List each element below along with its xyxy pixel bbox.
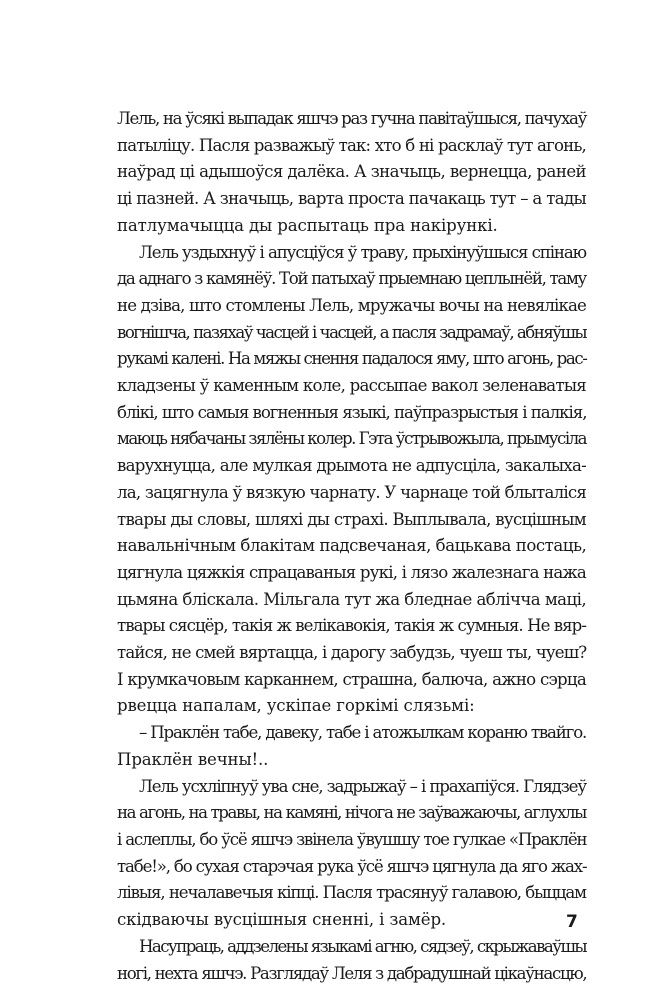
text-line: рвецца напалам, ускіпае горкімі слязьмі:	[117, 696, 475, 716]
text-line: тайся, не смей вяртацца, і дарогу забудзь, чуеш ты, чуеш?	[117, 643, 587, 663]
text-line: кладзены ў каменным коле, рассыпае вакол зеленаватыя	[117, 376, 586, 396]
body-text	[117, 106, 586, 987]
text-line: твары сясцёр, такія ж велікавокія, такія ж сумныя. Не вяр-	[117, 616, 586, 636]
text-line: ногі, нехта яшчэ. Разглядаў Леля з дабрадушнай цікаўнасцю,	[117, 963, 587, 983]
text-line: патыліцу. Пасля разважыў так: хто б ні расклаў тут агонь,	[117, 135, 586, 155]
text-line: не дзіва, што стомлены Лель, мружачы вочы на невялікае	[117, 295, 586, 315]
text-line: – Праклён табе, давеку, табе і атожылкам кораню твайго.	[139, 723, 587, 743]
text-line: Лель, на ўсякі выпадак яшчэ раз гучна павітаўшыся, пачухаў	[117, 109, 587, 128]
text-line: да аднаго з камянёў. Той патыхаў прыемнаю цеплынёй, таму	[117, 269, 587, 289]
text-line: Лель уздыхнуў і апусціўся ў траву, прыхінуўшыся спінаю	[139, 242, 586, 262]
text-line: табе!», бо сухая старэчая рука ўсё яшчэ цягнула да яго жах-	[117, 856, 587, 876]
page-number: 7	[566, 912, 578, 932]
text-line: на агонь, на травы, на камяні, нічога не заўважаючы, аглухлы	[117, 803, 586, 823]
text-line: скідваючы вусцішныя сненні, і замёр.	[117, 910, 447, 930]
text-line: твары ды словы, шляхі ды страхі. Выплывала, вусцішным	[117, 509, 586, 529]
text-line: блікі, што самыя вогненныя языкі, паўпразрыстыя і палкія,	[117, 402, 587, 422]
text-line: Лель усхліпнуў ува сне, задрыжаў – і прахапіўся. Глядзеў	[139, 776, 586, 796]
text-line: лівыя, нечалавечыя кіпці. Пасля трасянуў галавою, быццам	[117, 883, 586, 903]
text-line: патлумачыцца ды распытаць пра накірункі.	[117, 215, 498, 235]
text-line: ці пазней. А значыць, варта проста пачакаць тут – а тады	[117, 189, 586, 209]
text-line: І крумкачовым карканнем, страшна, балюча, ажно сэрца	[117, 669, 586, 689]
text-line: маюць нябачаны зялёны колер. Гэта ўстрывожыла, прымусіла	[117, 429, 587, 449]
text-line: цягнула цяжкія спрацаваныя рукі, і лязо жалезнага нажа	[117, 562, 586, 582]
text-line: і аслеплы, бо ўсё яшчэ звінела ўвушшу тое гулкае «Праклён	[117, 829, 587, 849]
text-line: Праклён вечны!..	[117, 749, 269, 769]
text-line: наўрад ці адышоўся далёка. А значыць, вернецца, раней	[117, 162, 587, 182]
text-line: вогнішча, пазяхаў часцей і часцей, а пасля задрамаў, абняўшы	[117, 322, 587, 342]
text-line: ла, зацягнула ў вязкую чарнату. У чарнаце той блыталіся	[117, 482, 587, 502]
text-line: цьмяна бліскала. Мільгала тут жа бледнае аблічча маці,	[117, 589, 587, 609]
text-line: варухнуцца, але мулкая дрымота не адпусціла, закалыха-	[117, 456, 586, 476]
text-line: навальнічным блакітам падсвечаная, бацькава постаць,	[117, 536, 587, 556]
text-line: рукамі калені. На мяжы снення падалося яму, што агонь, рас-	[117, 349, 587, 369]
text-line: Насупраць, аддзелены языкамі агню, сядзеў, скрыжаваўшы	[139, 936, 586, 956]
